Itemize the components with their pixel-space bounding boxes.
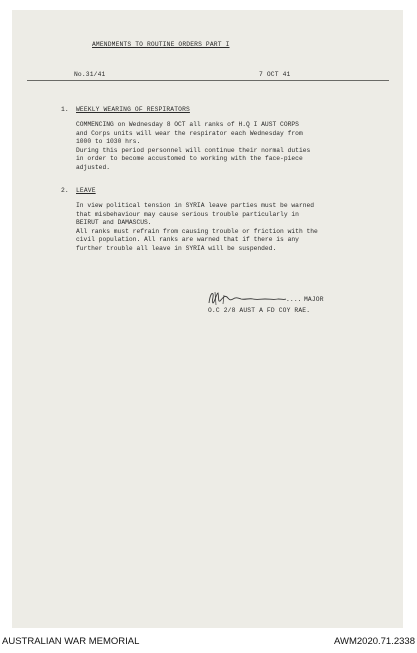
section-1-body [76,121,310,173]
body-line: During this period personnel will continue their normal duties [76,146,311,154]
body-line: in order to become accustomed to working with the face-piece [76,155,303,163]
section-1-number: 1. [61,106,69,113]
section-2-number: 2. [61,187,69,194]
body-line: In view political tension in SYRIA leave parties must be warned [76,202,315,209]
body-line: that misbehaviour may cause serious trouble particularly in [76,210,299,218]
body-line: adjusted. [76,163,111,171]
body-line: All ranks must refrain from causing trouble or friction with the [76,227,318,235]
section-2-heading: LEAVE [76,187,96,194]
document-title: AMENDMENTS TO ROUTINE ORDERS PART I [92,41,230,48]
order-date: 7 OCT 41 [259,71,291,78]
divider-line [27,80,389,81]
body-line: 1000 to 1030 hrs. [76,138,141,146]
document-page [12,10,403,628]
section-2-body [76,202,318,254]
body-line: and Corps units will wear the respirator each Wednesday from [76,129,303,137]
footer-accession-number: AWM2020.71.2338 [334,636,415,647]
handwritten-signature [206,289,288,309]
signature-rank: MAJOR [304,296,324,303]
order-number: No.31/41 [74,71,106,78]
body-line: BEIRUT and DAMASCUS. [76,219,152,227]
signature-appointment: O.C 2/8 AUST A FD COY RAE. [208,307,311,314]
section-1-heading: WEEKLY WEARING OF RESPIRATORS [76,106,190,113]
body-line: COMMENCING on Wednesday 8 OCT all ranks of H.Q I AUST CORPS [76,121,299,128]
body-line: further trouble all leave in SYRIA will be suspended. [76,244,277,252]
signature-dots: .... [286,296,302,303]
footer-archive-name: AUSTRALIAN WAR MEMORIAL [2,636,140,647]
body-line: civil population. All ranks are warned that if there is any [76,236,299,244]
